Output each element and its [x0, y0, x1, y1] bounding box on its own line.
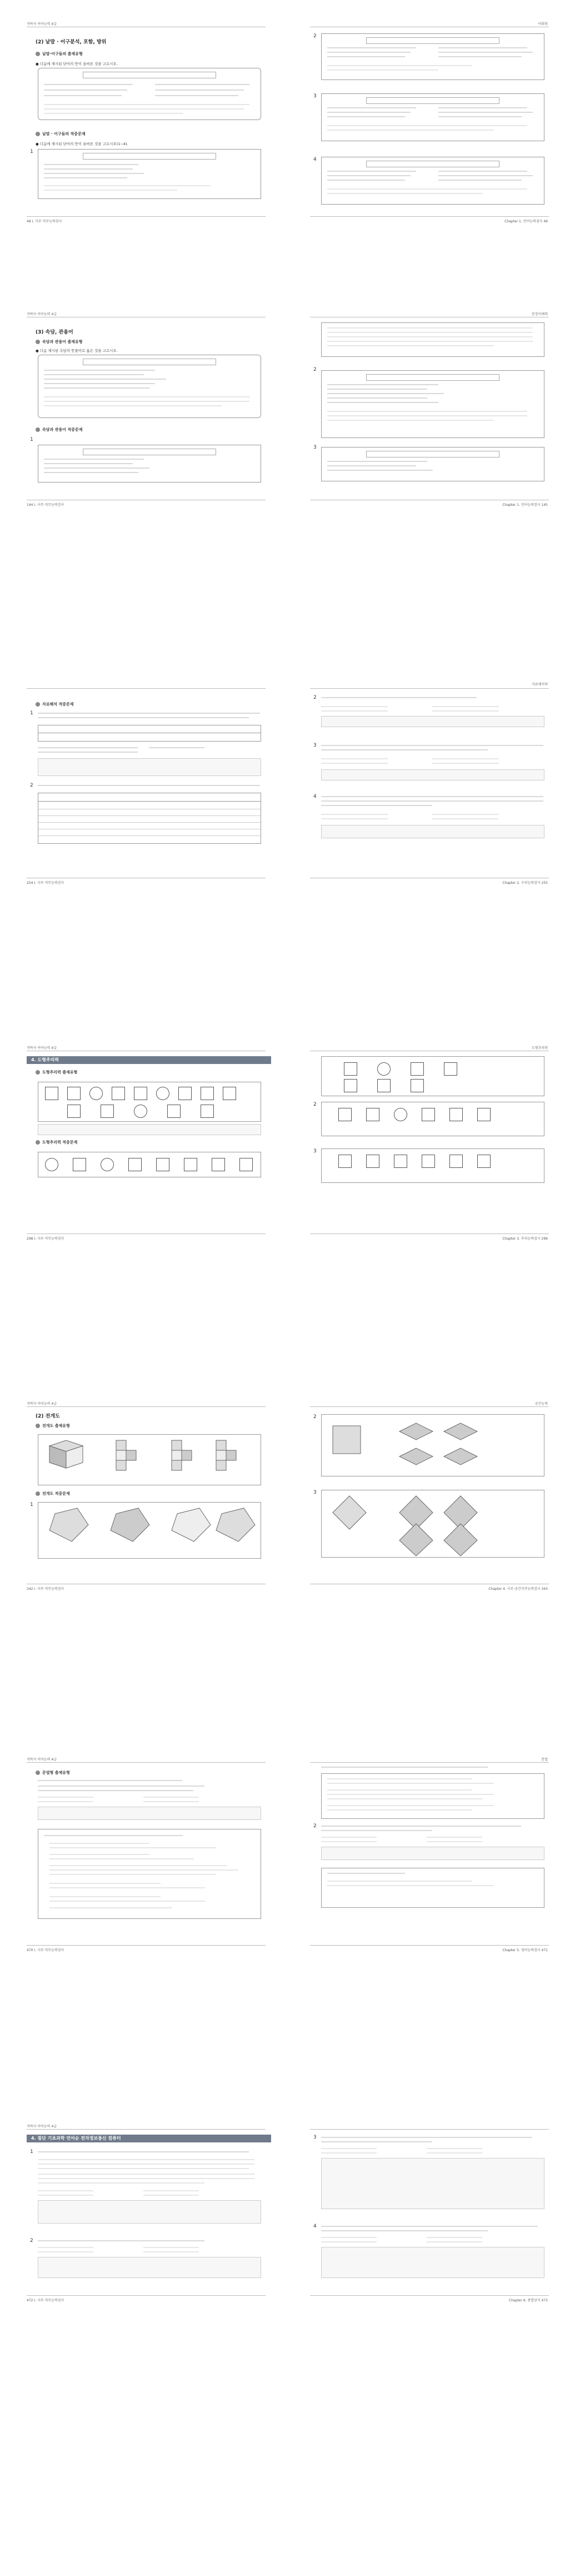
octahedron-figure	[322, 1490, 544, 1557]
question-number: 2	[30, 783, 33, 788]
net-figure-box	[321, 1490, 544, 1558]
page-473	[288, 2129, 560, 2303]
running-header: 석박사 어어능력 4급	[27, 2125, 57, 2129]
page-298	[4, 1046, 277, 1241]
running-header: 문장이해력	[532, 312, 548, 316]
spread-2	[0, 312, 565, 507]
spread-3	[0, 683, 565, 885]
explanation-box	[321, 716, 544, 727]
question-number: 3	[313, 1490, 317, 1495]
question-number: 3	[313, 1148, 317, 1154]
running-header: 석박사 어어능력 4급	[27, 22, 57, 26]
page-footer: 470 I. 사무·직무능력검사	[27, 1948, 64, 1952]
figure-sequence-box	[38, 1082, 261, 1122]
question-number: 2	[313, 695, 317, 700]
page-299	[288, 1046, 560, 1241]
grammar-note-box	[321, 1773, 544, 1819]
net-figure-box	[38, 1434, 261, 1485]
question-box	[38, 445, 261, 483]
page-footer: Chapter 1. 언어능력검사 145	[502, 503, 548, 507]
page-footer: Chapter 4. 사무·공간지각능력검사 343	[488, 1587, 548, 1591]
page-342	[4, 1402, 277, 1591]
explanation-box	[321, 2247, 544, 2278]
running-header: 석박사 어어능력 4급	[27, 1402, 57, 1406]
page-footer: Chapter 6. 종합상식 473	[508, 2299, 548, 2303]
page-471	[288, 1758, 560, 1952]
explanation-box	[38, 2257, 261, 2278]
explanation-box	[321, 1847, 544, 1860]
polyhedron-figure	[38, 1503, 261, 1558]
page-footer: Chapter 2. 수리능력검사 255	[502, 881, 548, 885]
page-470	[4, 1758, 277, 1952]
section-title: (3) 속담, 관용어	[36, 330, 73, 335]
page-footer: Chapter 3. 추리능력검사 299	[502, 1237, 548, 1241]
page-49	[288, 6, 560, 239]
page-footer: 144 I. 사무·직무능력검사	[27, 503, 64, 507]
explanation-box	[38, 1124, 261, 1135]
subsection-title: 속담과 관용어 출제유형	[36, 339, 83, 345]
question-number: 2	[313, 1414, 317, 1420]
spread-5	[0, 1402, 565, 1591]
page-343	[288, 1402, 560, 1591]
question-box	[321, 370, 544, 438]
page-footer: Chapter 1. 언어능력검사 49	[504, 220, 548, 223]
explanation-box	[321, 769, 544, 780]
subsection-title: 낱말·어구들의 출제유형	[36, 51, 83, 57]
example-box	[38, 68, 261, 120]
section-banner: 4. 도형추리력	[27, 1056, 271, 1064]
question-number: 3	[313, 2135, 317, 2140]
figure-sequence-box	[321, 1056, 544, 1096]
question-number: 1	[30, 1502, 33, 1508]
net-figure-box	[321, 1414, 544, 1476]
grammar-note-box	[38, 1829, 261, 1919]
page-48	[4, 6, 277, 239]
page-footer: 472 I. 사무·직무능력검사	[27, 2299, 64, 2303]
running-header: 어휘력	[538, 22, 548, 26]
question-number: 3	[313, 743, 317, 748]
running-header: 석박사 어어능력 4급	[27, 312, 57, 316]
question-number: 3	[313, 93, 317, 99]
question-number: 4	[313, 2224, 317, 2229]
page-footer: 298 I. 사무·직무능력검사	[27, 1237, 64, 1241]
subsection-title: 낱말 · 어구들의 적중문제	[36, 131, 86, 137]
question-number: 2	[313, 33, 317, 39]
spread-1	[0, 6, 565, 239]
figure-sequence-box	[38, 1152, 261, 1177]
subsection-title: 전개도 출제유형	[36, 1423, 70, 1429]
page-footer: Chapter 5. 영어능력검사 471	[502, 1948, 548, 1952]
question-number: 4	[313, 794, 317, 799]
page-145	[288, 312, 560, 507]
question-number: 1	[30, 710, 33, 716]
question-number: 1	[30, 149, 33, 155]
subsection-title: 전개도 적중문제	[36, 1491, 70, 1496]
net-figure-box	[38, 1502, 261, 1559]
running-header: 공간능력	[534, 1402, 548, 1406]
question-number: 2	[313, 1823, 317, 1829]
explanation-box	[321, 825, 544, 838]
figure-sequence-box	[321, 1102, 544, 1136]
question-number: 2	[30, 2238, 33, 2244]
section-title: (2) 낱말 · 어구분석, 포함, 방위	[36, 39, 107, 45]
cube-figure	[322, 1415, 544, 1476]
question-number: 3	[313, 445, 317, 450]
question-box	[321, 33, 544, 80]
instruction: ● 다음 제시된 속담의 뜻풀이로 옳은 것을 고르시오.	[36, 349, 118, 353]
explanation-box	[38, 1807, 261, 1820]
section-title: (2) 전개도	[36, 1414, 60, 1419]
section-banner: 4. 첨단 기초과학 언어순 전자정보통신 컴퓨터	[27, 2135, 271, 2142]
spread-7	[0, 2125, 565, 2303]
running-header: 석박사 어어능력 4급	[27, 1046, 57, 1050]
figure-sequence-box	[321, 1148, 544, 1183]
cube-net-figure	[38, 1435, 261, 1485]
running-header: 문법	[541, 1758, 548, 1762]
question-box	[321, 157, 544, 205]
page-144	[4, 312, 277, 507]
page-255	[288, 683, 560, 885]
explanation-box	[321, 322, 544, 357]
subsection-title: 자료해석 적중문제	[36, 702, 74, 707]
spread-6	[0, 1758, 565, 1952]
subsection-title: 도형추리력 적중문제	[36, 1140, 77, 1145]
question-number: 2	[313, 367, 317, 372]
question-box	[321, 93, 544, 141]
explanation-box	[38, 758, 261, 776]
explanation-box	[38, 2200, 261, 2224]
data-table	[38, 725, 261, 742]
explanation-box	[321, 2158, 544, 2209]
question-number: 1	[30, 2149, 33, 2155]
instruction: ● 다음에 제시된 단어의 뜻이 올바른 것을 고르시오.	[36, 62, 118, 66]
page-472	[4, 2125, 277, 2303]
running-header: 자료해석력	[532, 683, 548, 687]
page-254	[4, 689, 277, 885]
data-table	[38, 793, 261, 844]
page-footer: 254 I. 사무·직무능력검사	[27, 881, 64, 885]
running-header: 도형추리력	[532, 1046, 548, 1050]
subsection-title: 도형추리력 출제유형	[36, 1070, 77, 1075]
question-number: 4	[313, 157, 317, 162]
running-header: 석박사 어어능력 4급	[27, 1758, 57, 1762]
page-footer: 48 I. 사무·직무능력검사	[27, 220, 62, 223]
question-number: 2	[313, 1102, 317, 1107]
example-box	[38, 355, 261, 418]
question-box	[321, 447, 544, 481]
page-footer: 342 I. 사무·직무능력검사	[27, 1587, 64, 1591]
grammar-note-box	[321, 1868, 544, 1908]
question-number: 1	[30, 437, 33, 442]
question-box	[38, 149, 261, 199]
spread-4	[0, 1046, 565, 1241]
subsection-title: 문법형 출제유형	[36, 1770, 70, 1776]
subsection-title: 속담과 관용어 적중문제	[36, 427, 83, 432]
instruction: ● 다음에 제시된 단어의 뜻이 올바른 것을 고르시오(1~4).	[36, 142, 128, 146]
